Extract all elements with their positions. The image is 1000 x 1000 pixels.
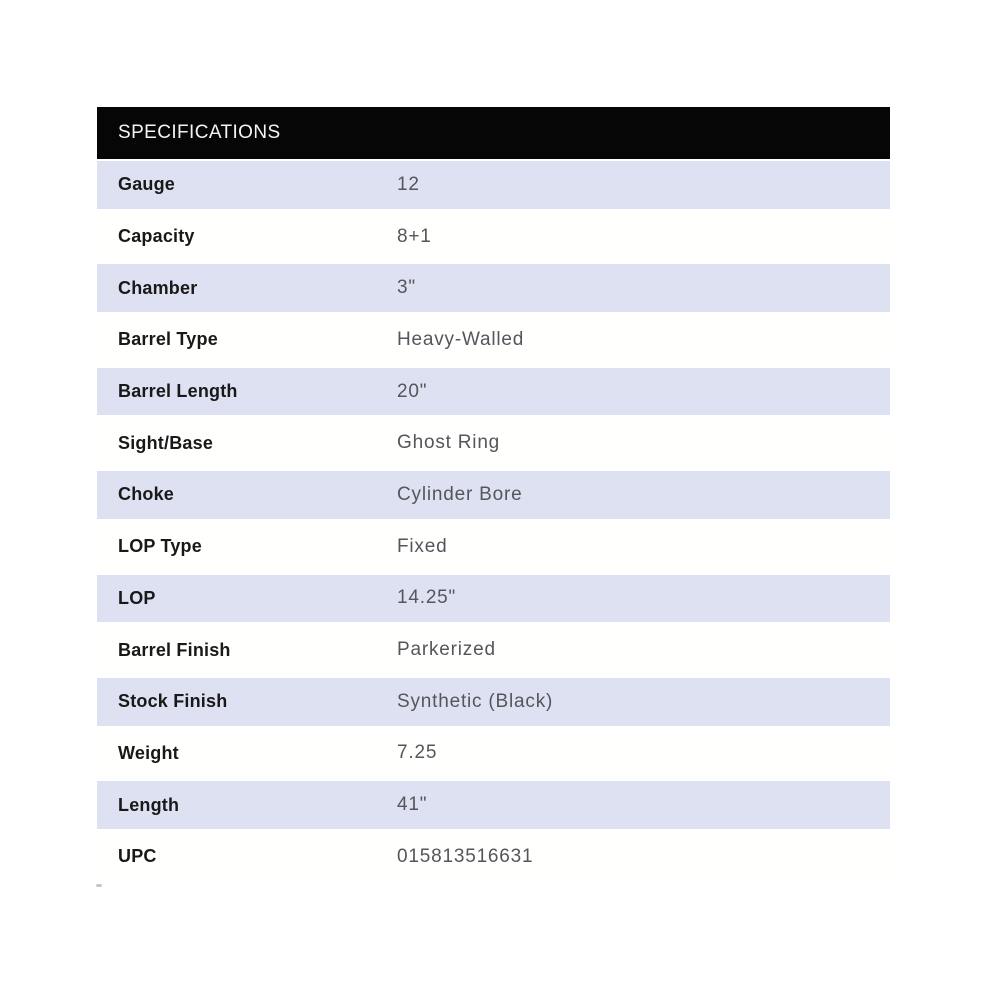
row-value: 7.25 — [397, 742, 438, 764]
row-value: Cylinder Bore — [397, 483, 523, 505]
row-label: Chamber — [118, 277, 198, 298]
row-label: Barrel Type — [118, 329, 218, 350]
table-row — [97, 262, 890, 314]
row-value: Ghost Ring — [397, 432, 501, 454]
specifications-rows — [97, 159, 890, 883]
row-value: Heavy-Walled — [397, 328, 525, 350]
table-row — [97, 779, 890, 831]
row-label: Choke — [118, 484, 175, 505]
table-row — [97, 521, 890, 573]
specifications-header — [97, 107, 890, 159]
stray-mark — [96, 884, 102, 887]
table-row — [97, 159, 890, 211]
row-value: Parkerized — [397, 639, 496, 661]
row-label: UPC — [118, 846, 157, 867]
specifications-header-title: SPECIFICATIONS — [118, 122, 281, 143]
row-label: Length — [118, 794, 180, 815]
table-row — [97, 366, 890, 418]
row-label: Capacity — [118, 226, 195, 247]
row-value: 12 — [397, 173, 420, 195]
row-label: Weight — [118, 742, 179, 763]
table-row — [97, 676, 890, 728]
row-label: Sight/Base — [118, 432, 214, 453]
table-row — [97, 211, 890, 263]
row-value: 14.25" — [397, 587, 457, 609]
row-value: 20" — [397, 380, 428, 402]
table-row — [97, 417, 890, 469]
row-label: Barrel Length — [118, 381, 238, 402]
row-value: Fixed — [397, 535, 448, 557]
row-label: LOP — [118, 587, 156, 608]
row-label: Stock Finish — [118, 691, 228, 712]
row-label: Gauge — [118, 174, 176, 195]
row-value: Synthetic (Black) — [397, 690, 554, 712]
specifications-table — [97, 107, 890, 883]
row-label: Barrel Finish — [118, 639, 231, 660]
table-row — [97, 314, 890, 366]
row-value: 3" — [397, 277, 416, 299]
row-label: LOP Type — [118, 536, 202, 557]
row-value: 41" — [397, 794, 428, 816]
row-value: 015813516631 — [397, 845, 534, 867]
table-row — [97, 469, 890, 521]
table-row — [97, 573, 890, 625]
table-row — [97, 624, 890, 676]
table-row — [97, 831, 890, 883]
table-row — [97, 728, 890, 780]
row-value: 8+1 — [397, 225, 432, 247]
